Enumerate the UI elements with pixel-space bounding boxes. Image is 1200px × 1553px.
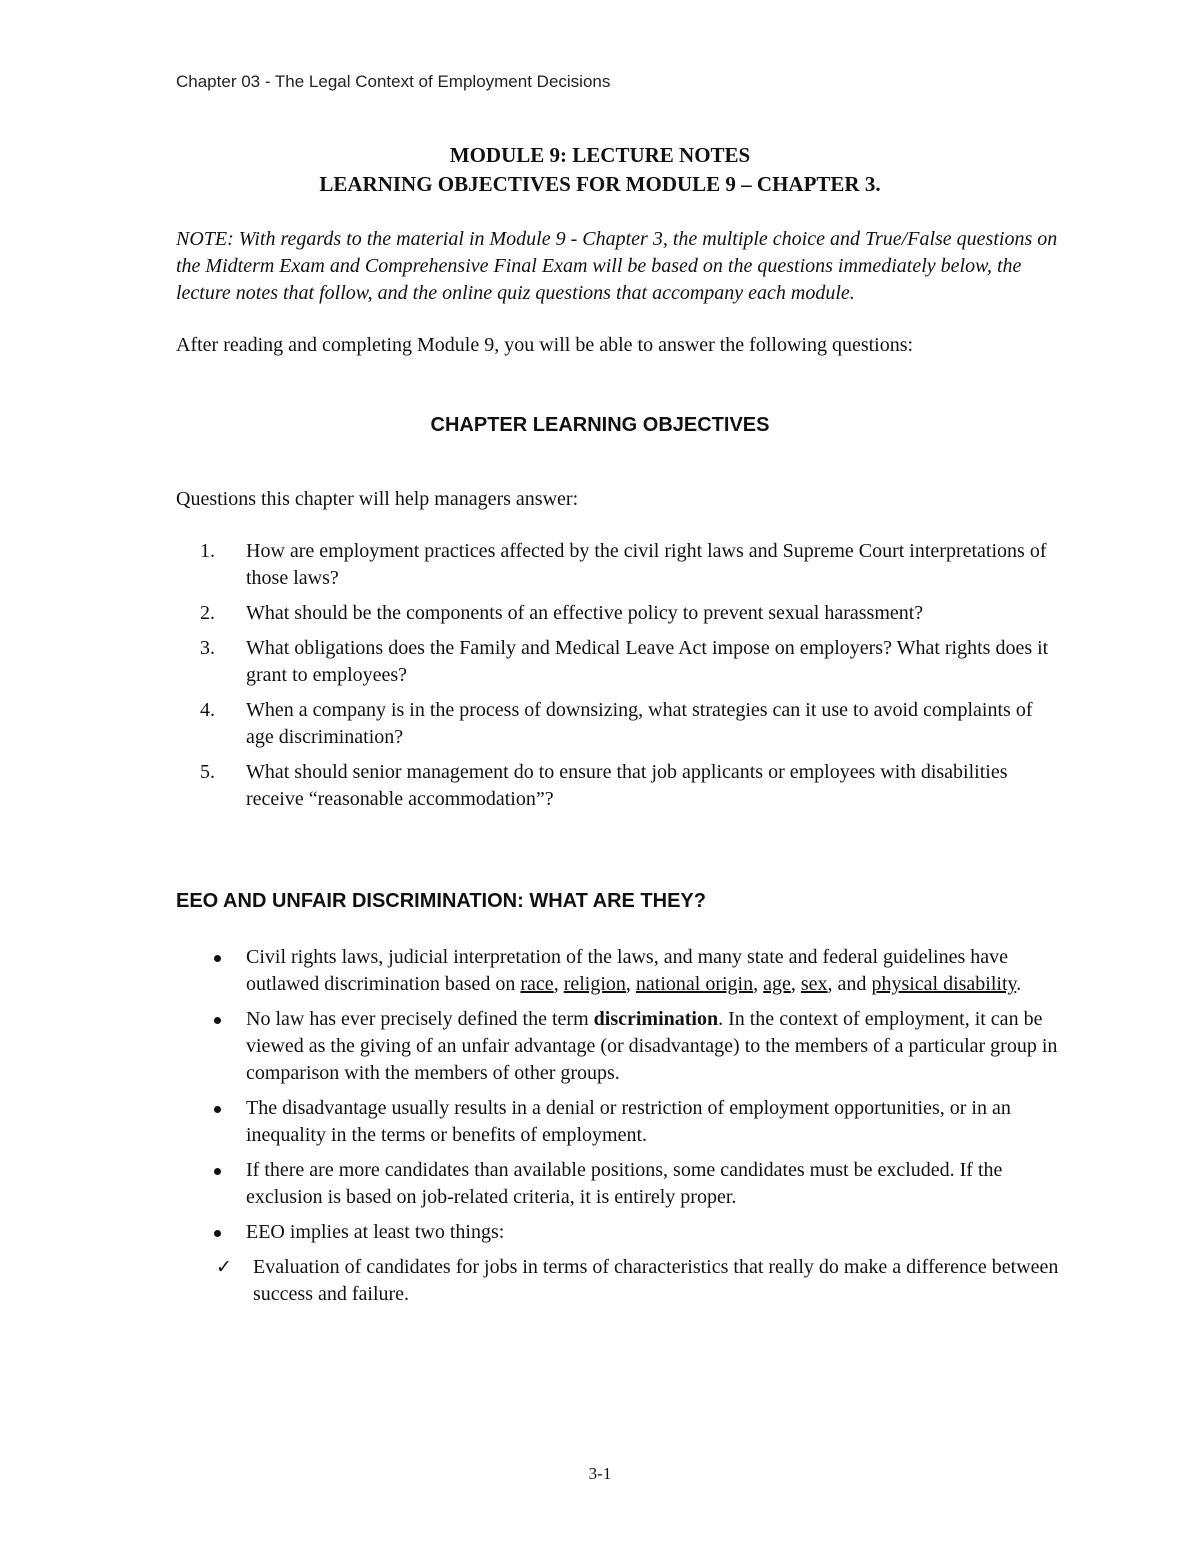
bullet-text: EEO implies at least two things:	[246, 1221, 505, 1243]
objective-item	[176, 697, 1056, 751]
objective-text: What obligations does the Family and Medical Leave Act impose on employers? What rights does it grant to employees?	[246, 637, 1049, 686]
separator: ,	[553, 973, 564, 995]
term-sex: sex	[800, 973, 828, 995]
bullet-dot-icon	[214, 1168, 221, 1175]
bullet-item	[176, 1219, 1076, 1246]
checkmark-icon: ✓	[216, 1256, 232, 1278]
page-number: 3-1	[588, 1464, 612, 1483]
separator: ,	[753, 973, 764, 995]
bullet-item	[176, 944, 1076, 998]
bullet-item	[176, 1157, 1076, 1211]
objective-number: 2.	[200, 602, 215, 624]
eeo-heading: EEO AND UNFAIR DISCRIMINATION: WHAT ARE THEY?	[176, 890, 706, 912]
objective-item	[176, 600, 1056, 627]
objective-number: 5.	[200, 761, 215, 783]
module-title: MODULE 9: LECTURE NOTES	[449, 143, 751, 167]
term-race: race	[520, 973, 554, 995]
eeo-bullet-list	[176, 944, 1076, 1316]
bullet-text: If there are more candidates than available positions, some candidates must be excluded. If the exclusion is based on job-related criteria, it is entirely proper.	[246, 1159, 1003, 1208]
term-religion: religion	[563, 973, 626, 995]
term-age: age	[763, 973, 791, 995]
objectives-lead: Questions this chapter will help managers answer:	[176, 488, 579, 510]
objective-text: How are employment practices affected by the civil right laws and Supreme Court interpretations of those laws?	[246, 540, 1047, 589]
bullet-text: Civil rights laws, judicial interpretation of the laws, and many state and federal guidelines have outlawed discrimination based on	[246, 946, 1009, 995]
bullet-item	[176, 1095, 1076, 1149]
check-text: Evaluation of candidates for jobs in terms of characteristics that really do make a difference between success and failure.	[253, 1256, 1059, 1305]
bullet-text: . In the context of employment, it can be viewed as the giving of an unfair advantage (or disadvantage) to the members of a particular group in comparison with the members of other groups.	[246, 1008, 1058, 1084]
objective-item	[176, 759, 1056, 813]
learning-objectives-title: LEARNING OBJECTIVES FOR MODULE 9 – CHAPTER 3.	[319, 172, 881, 196]
bullet-text: The disadvantage usually results in a denial or restriction of employment opportunities, or in an inequality in the terms or benefits of employment.	[246, 1097, 1011, 1146]
exam-note-text: NOTE: With regards to the material in Module 9 - Chapter 3, the multiple choice and True/False questions on the Midterm Exam and Comprehensive Final Exam will be based on the questions immediately below, the lecture notes that follow, and the online quiz questions that accompany each module.	[176, 228, 1058, 304]
period: .	[1016, 973, 1022, 995]
bullet-item	[176, 1006, 1076, 1087]
check-item	[176, 1254, 1076, 1308]
bullet-dot-icon	[214, 955, 221, 962]
objective-text: When a company is in the process of downsizing, what strategies can it use to avoid complaints of age discrimination?	[246, 699, 1033, 748]
separator: , and	[827, 973, 872, 995]
bullet-text: No law has ever precisely defined the term	[246, 1008, 594, 1030]
separator: ,	[625, 973, 636, 995]
intro-paragraph: After reading and completing Module 9, you will be able to answer the following questions:	[176, 334, 914, 356]
bullet-dot-icon	[214, 1230, 221, 1237]
objective-text: What should be the components of an effective policy to prevent sexual harassment?	[246, 602, 924, 624]
bullet-dot-icon	[214, 1017, 221, 1024]
running-header: Chapter 03 - The Legal Context of Employment Decisions	[176, 72, 611, 91]
chapter-objectives-heading: CHAPTER LEARNING OBJECTIVES	[430, 414, 770, 436]
separator: ,	[790, 973, 801, 995]
objective-number: 1.	[200, 540, 215, 562]
term-physical-disability: physical disability	[871, 973, 1017, 995]
exam-note	[176, 226, 1076, 307]
term-national-origin: national origin	[635, 973, 754, 995]
objective-item	[176, 635, 1056, 689]
bullet-dot-icon	[214, 1106, 221, 1113]
objective-text: What should senior management do to ensure that job applicants or employees with disabilities receive “reasonable accommodation”?	[246, 761, 1008, 810]
term-discrimination: discrimination	[593, 1008, 719, 1030]
objectives-list	[176, 538, 1056, 821]
objective-number: 3.	[200, 637, 215, 659]
objective-item	[176, 538, 1056, 592]
objective-number: 4.	[200, 699, 215, 721]
